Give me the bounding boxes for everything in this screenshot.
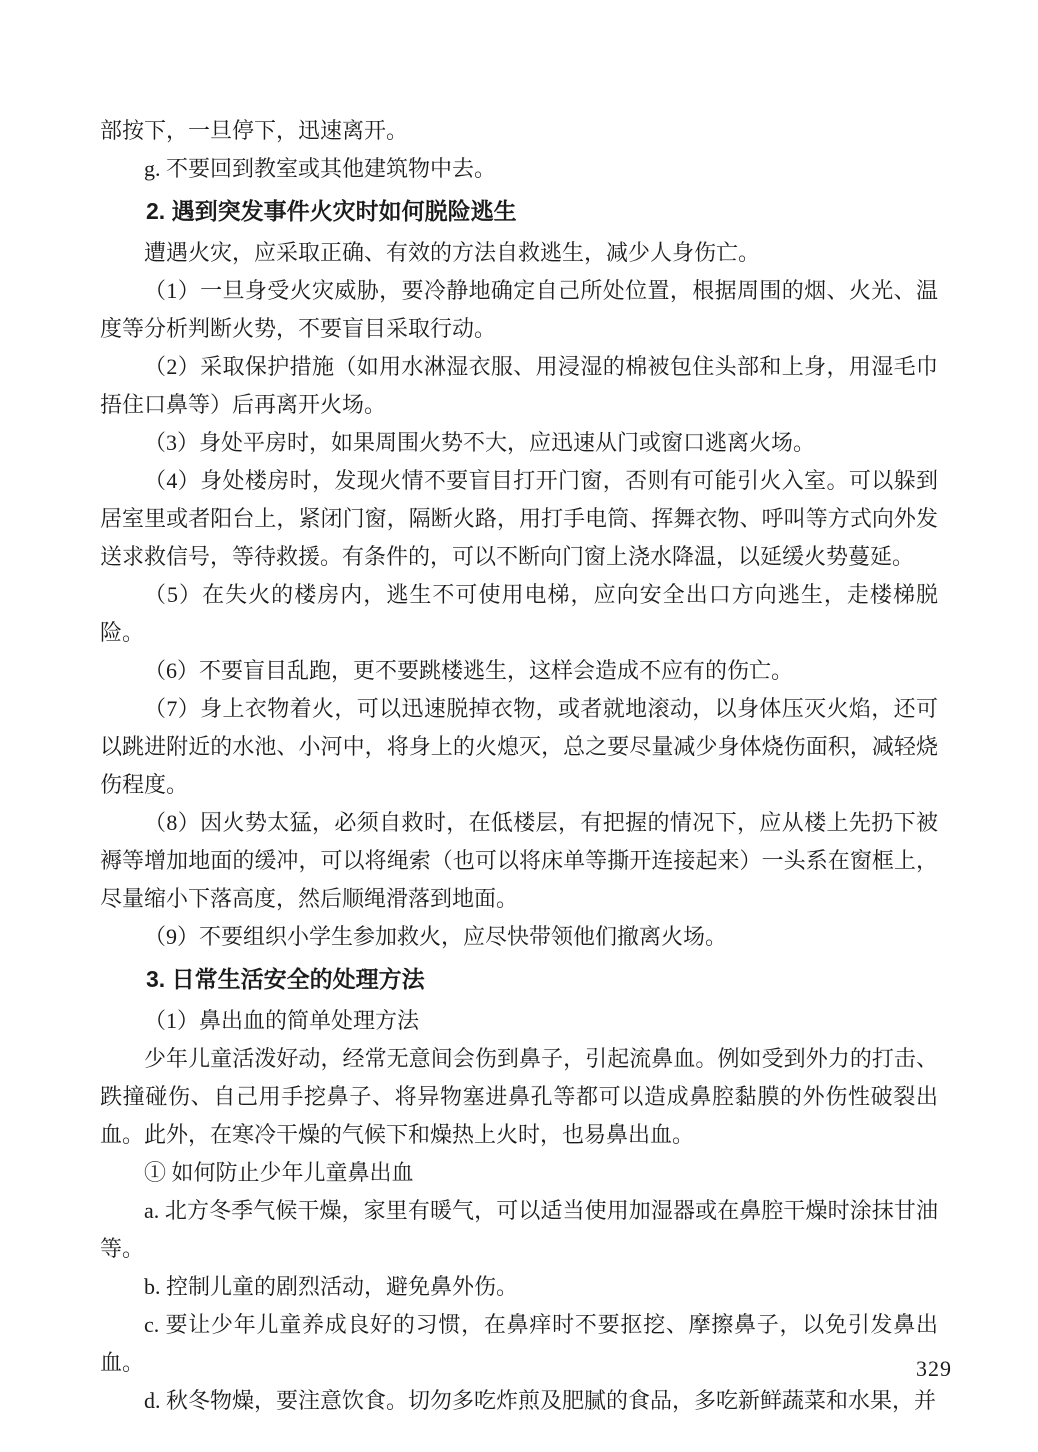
page-number: 329 <box>916 1356 952 1381</box>
paragraph: g. 不要回到教室或其他建筑物中去。 <box>144 156 497 181</box>
paragraph: （9）不要组织小学生参加救火，应尽快带领他们撤离火场。 <box>144 924 728 949</box>
paragraph: ① 如何防止少年儿童鼻出血 <box>144 1160 414 1185</box>
paragraph: b. 控制儿童的剧烈活动，避免鼻外伤。 <box>144 1274 519 1299</box>
paragraph: （7）身上衣物着火，可以迅速脱掉衣物，或者就地滚动，以身体压灭火焰，还可以跳进附近的水池、小河中，将身上的火熄灭，总之要尽量减少身体烧伤面积，减轻烧伤程度。 <box>100 696 938 797</box>
paragraph: 少年儿童活泼好动，经常无意间会伤到鼻子，引起流鼻血。例如受到外力的打击、跌撞碰伤、自己用手挖鼻子、将异物塞进鼻孔等都可以造成鼻腔黏膜的外伤性破裂出血。此外，在寒冷干燥的气候下和燥热上火时，也易鼻出血。 <box>100 1046 938 1147</box>
body-text <box>100 112 938 1420</box>
paragraph: （5）在失火的楼房内，逃生不可使用电梯，应向安全出口方向逃生，走楼梯脱险。 <box>100 582 938 645</box>
paragraph: （6）不要盲目乱跑，更不要跳楼逃生，这样会造成不应有的伤亡。 <box>144 658 794 683</box>
paragraph: （4）身处楼房时，发现火情不要盲目打开门窗，否则有可能引火入室。可以躲到居室里或者阳台上，紧闭门窗，隔断火路，用打手电筒、挥舞衣物、呼叫等方式向外发送求救信号，等待救援。有条件的，可以不断向门窗上浇水降温，以延缓火势蔓延。 <box>100 468 938 569</box>
paragraph: d. 秋冬物燥，要注意饮食。切勿多吃炸煎及肥腻的食品，多吃新鲜蔬菜和水果，并 <box>144 1388 937 1413</box>
continuation-paragraph: 部按下，一旦停下，迅速离开。 <box>100 118 409 143</box>
section-heading-fire-escape: 2. 遇到突发事件火灾时如何脱险逃生 <box>146 198 517 224</box>
paragraph: c. 要让少年儿童养成良好的习惯，在鼻痒时不要抠挖、摩擦鼻子，以免引发鼻出血。 <box>100 1312 938 1375</box>
paragraph: （3）身处平房时，如果周围火势不大，应迅速从门或窗口逃离火场。 <box>144 430 816 455</box>
paragraph: （1）一旦身受火灾威胁，要冷静地确定自己所处位置，根据周围的烟、火光、温度等分析判断火势，不要盲目采取行动。 <box>100 278 938 341</box>
section-heading-daily-safety: 3. 日常生活安全的处理方法 <box>146 966 425 992</box>
paragraph: a. 北方冬季气候干燥，家里有暖气，可以适当使用加湿器或在鼻腔干燥时涂抹甘油等。 <box>100 1198 938 1261</box>
paragraph: （2）采取保护措施（如用水淋湿衣服、用浸湿的棉被包住头部和上身，用湿毛巾捂住口鼻等）后再离开火场。 <box>100 354 938 417</box>
paragraph: （8）因火势太猛，必须自救时，在低楼层，有把握的情况下，应从楼上先扔下被褥等增加地面的缓冲，可以将绳索（也可以将床单等撕开连接起来）一头系在窗框上，尽量缩小下落高度，然后顺绳滑落到地面。 <box>100 810 938 911</box>
paragraph: （1）鼻出血的简单处理方法 <box>144 1008 420 1033</box>
paragraph: 遭遇火灾，应采取正确、有效的方法自救逃生，减少人身伤亡。 <box>144 240 761 265</box>
